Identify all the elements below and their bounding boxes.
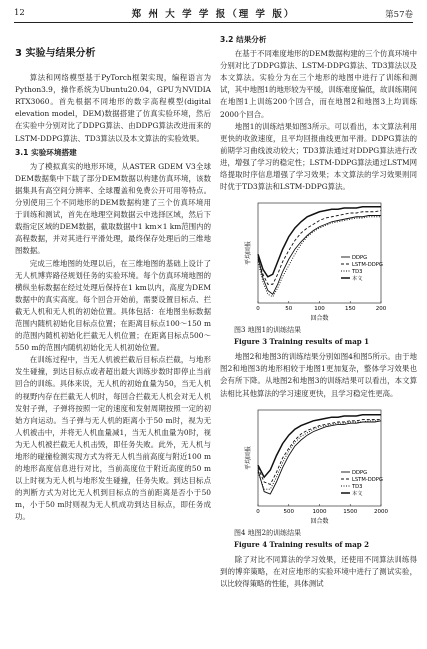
section-3-2-para-1: 在基于不同难度地形的DEM数据构建的三个仿真环境中分别对比了DDPG算法、LSTM-DDPG算法、TD3算法以及本文算法。实验分为在三个地形的地图中进行了训练和测试，其中地图1的地形较为平缓，训练难度偏低，故训练期间在地图1上训练200个回合，而在地图2和地图3上均训练2000个回合。 [220,49,417,119]
legend-label: LSTM-DDPG [352,262,383,269]
x-tick-label: 2000 [374,508,388,515]
right-column [220,32,417,590]
legend-label: TD3 [352,269,363,276]
series-line-4 [258,414,381,476]
figure-4-caption-cn: 图4 地图2的训练结果 [234,528,302,537]
journal-title: 郑 州 大 学 学 报（理 学 版） [131,9,296,20]
section-3-2-heading: 3.2 结果分析 [220,35,267,44]
section-3-2-para-3: 地图2和地图3的训练结果分别如图4和图5所示。由于地图2和地图3的地形相较于地图1更加复杂，整体学习效果也会有所下降。从地图2和地图3的训练结果可以看出，本文算法相比其他算法的学习速度更快，且学习稳定性更高。 [220,352,417,398]
x-tick-label: 1500 [343,508,358,515]
plot-frame [258,410,381,506]
plot-frame [258,203,381,303]
page-number: 12 [14,8,25,18]
figure-3-chart [220,195,417,323]
legend-label: TD3 [352,483,363,490]
x-tick-label: 0 [256,508,260,515]
figure-4 [220,402,417,526]
legend-label: 本文 [352,276,363,283]
section-3-intro: 算法和网络模型基于PyTorch框架实现，编程语言为Python3.9，操作系统为Ubuntu20.04，GPU为NVIDIA RTX3060。首先根据不同地形的数字高程模型(digital elevation model，DEM)数据搭建了仿真实验环境，然后在实验中分别对比了DDPG算法、由DDPG算法改进而来的LSTM-DDPG算法、TD3算法以及本文算法的实验效果。 [15,73,211,143]
figure-4-caption-en: Figure 4 Training results of map 2 [234,539,369,549]
section-3-2-para-4: 除了对比不同算法的学习效果，还使用不同算法训练得到的博弈策略，在对应地形的实验环境中进行了测试实验，以比较得策略的性能，具体测试 [220,554,417,588]
legend-label: DDPG [352,255,368,262]
x-tick-label: 50 [285,306,293,313]
x-tick-label: 100 [314,306,325,313]
volume-label: 第57卷 [385,10,413,20]
x-axis-label: 回合数 [310,517,329,525]
x-tick-label: 200 [375,306,387,313]
section-3-2-para-2: 地图1的训练结果如图3所示。可以看出，本文算法利用更快的收敛速度，且平均回报曲线更加平滑。DDPG算法的前期学习曲线波动较大；TD3算法通过对DDPG算法进行改进，增强了学习的稳定性；LSTM-DDPG算法通过LSTM网络提取时序信息增强了学习效果；本文算法的学习效果则同时优于TD3算法和LSTM-DDPG算法。 [220,121,417,192]
section-3-1-para-3: 在训练过程中，当无人机被拦截后目标点拦截，与地形发生碰撞，到达目标点或者超出最大训练步数时即停止当前回合的训练。具体来说，无人机的初始血量为50，当无人机的视野内存在拦截无人机时，每回合拦截无人机会对无人机发射子弹，子弹将按照一定的速度和发射周期按照一定的初始方向运动。当子弹与无人机的距离小于50 m时，视为无人机被击中，并将无人机血量减1，当无人机血量为0时，视为无人机被拦截无人机击毁，即任务失败。此外，无人机与地形的碰撞检测实现方式为将无人机当前高度与附近100 m的地形高度信息进行对比，当前高度位于附近高度的50 m以上时视为无人机与地形发生碰撞，任务失败。到达目标点的判断方式为对比无人机到目标点的当前距离是否小于50 m，小于50 m时则视为无人机成功到达目标点，即任务成功。 [15,355,211,522]
figure-3 [220,195,417,323]
x-tick-label: 150 [345,306,356,313]
left-column [15,32,211,524]
figure-4-chart [220,402,417,526]
section-3-1-heading: 3.1 实验环境搭建 [15,147,77,157]
section-3-1-para-1: 为了模拟真实的地形环境，从ASTER GDEM V3全球DEM数据集中下载了部分DEM数据以构建仿真环境，该数据集具有高空间分辨率、全球覆盖和免费公开可用等特点。分别使用三个不同地形的DEM数据构建了三个仿真环境用于训练和测试，首先在地理空间数据云中选择区域，然后下载指定区域的DEM数据，截取数据中1 km×1 km范围内的高程数据，并对其进行平滑处理，最终保存处理后的三维地图数据。 [15,161,211,256]
x-tick-label: 0 [256,306,260,313]
series-line-2 [258,211,381,285]
figure-3-caption-cn: 图3 地图1的训练结果 [234,326,302,335]
page-header [0,0,427,26]
section-3-1-para-2: 完成三维地图的处理以后，在三维地图的基础上设计了无人机博弈路径规划任务的实验环境。每个仿真环境地图的横纵坐标数据在经过处理后保持在1 km以内，高度为DEM数据中的真实高度。每个回合开始前，需要设置目标点、拦截无人机和无人机的初始位置。具体包括：在地图坐标数据范围内随机初始化目标点位置；在距离目标点100～150 m的范围内随机初始化拦截无人机位置；在距离目标点500～550 m的范围内随机初始化无人机初始位置。 [15,258,211,353]
legend-label: 本文 [352,490,363,497]
header-rule [14,22,413,23]
legend-label: DDPG [352,469,368,476]
x-tick-label: 1000 [312,508,327,515]
y-axis-label: 平均回报 [245,445,252,470]
legend-label: LSTM-DDPG [352,476,383,483]
y-axis-label: 平均回报 [245,241,252,266]
x-axis-label: 回合数 [310,315,329,323]
section-3-heading: 3 实验与结果分析 [15,48,96,59]
figure-3-caption-en: Figure 3 Training results of map 1 [234,337,369,347]
x-tick-label: 500 [283,508,294,515]
